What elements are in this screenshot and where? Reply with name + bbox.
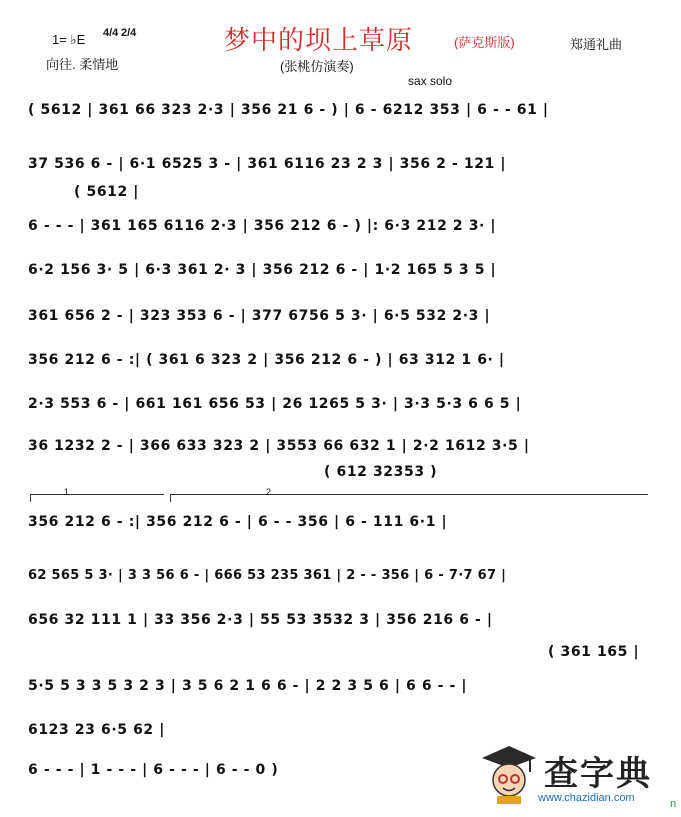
- first-ending-line: [30, 494, 164, 495]
- score-row-2: 37 536 6 - | 6·1 6525 3 - | 361 6116 23 2 3 | 356 2 - 121 |: [28, 156, 507, 172]
- time-signature-alt: [121, 28, 136, 38]
- time-signature: [103, 28, 118, 38]
- site-name: 查字典: [544, 754, 652, 794]
- score-row-4: 6·2 156 3· 5 | 6·3 361 2· 3 | 356 212 6 - | 1·2 165 5 3 5 |: [28, 262, 497, 278]
- second-ending-line: [170, 494, 648, 495]
- score-row-8: 36 1232 2 - | 366 633 323 2 | 3553 66 632 1 | 2·2 1612 3·5 |: [28, 438, 530, 454]
- score-row-7: 2·3 553 6 - | 661 161 656 53 | 26 1265 5 3· | 3·3 5·3 6 6 5 |: [28, 396, 522, 412]
- score-row-12: 5·5 5 3 3 5 3 2 3 | 3 5 6 2 1 6 6 - | 2 2 3 5 6 | 6 6 - - |: [28, 678, 468, 694]
- cue-row-b: ( 612 32353 ): [324, 464, 438, 480]
- tempo-mood: 向往. 柔情地: [46, 57, 119, 72]
- site-logo: [466, 740, 666, 810]
- performance-note: sax solo: [408, 74, 453, 88]
- site-url: www.chazidian.com: [538, 792, 635, 804]
- score-row-3: 6 - - - | 361 165 6116 2·3 | 356 212 6 - ) |: 6·3 212 2 3· |: [28, 218, 497, 234]
- time-signature-a: 4/4: [103, 27, 119, 39]
- graduate-mascot-icon: [480, 744, 538, 811]
- second-ending-number: 2: [266, 487, 272, 497]
- corner-mark: n: [670, 798, 677, 810]
- score-row-5: 361 656 2 - | 323 353 6 - | 377 6756 5 3· | 6·5 532 2·3 |: [28, 308, 491, 324]
- performer-label: (张桃仿演奏): [280, 59, 354, 74]
- time-signature-b: 2/4: [121, 27, 137, 39]
- page-title: 梦中的坝上草原: [224, 26, 414, 56]
- cue-row-a: ( 5612 |: [74, 184, 140, 200]
- score-row-14: 6 - - - | 1 - - - | 6 - - - | 6 - - 0 ): [28, 762, 279, 778]
- key-signature: 1= ♭E: [52, 32, 86, 47]
- score-row-9: 356 212 6 - :| 356 212 6 - | 6 - - 356 | 6 - 111 6·1 |: [28, 514, 448, 530]
- cue-row-c: ( 361 165 |: [548, 644, 640, 660]
- score-row-11: 656 32 111 1 | 33 356 2·3 | 55 53 3532 3 | 356 216 6 - |: [28, 612, 493, 628]
- first-ending-mark: [30, 494, 31, 502]
- score-row-10: 62 565 5 3· | 3 3 56 6 - | 666 53 235 361 | 2 - - 356 | 6 - 7·7 67 |: [28, 568, 507, 583]
- second-ending-mark: [170, 494, 171, 502]
- score-row-1: ( 5612 | 361 66 323 2·3 | 356 21 6 - ) | 6 - 6212 353 | 6 - - 61 |: [28, 102, 549, 118]
- score-row-6: 356 212 6 - :| ( 361 6 323 2 | 356 212 6 - ) | 63 312 1 6· |: [28, 352, 505, 368]
- version-label: (萨克斯版): [454, 35, 515, 50]
- first-ending-number: 1: [64, 487, 70, 497]
- composer-label: 郑通礼曲: [570, 37, 623, 52]
- score-row-13: 6123 23 6·5 62 |: [28, 722, 165, 738]
